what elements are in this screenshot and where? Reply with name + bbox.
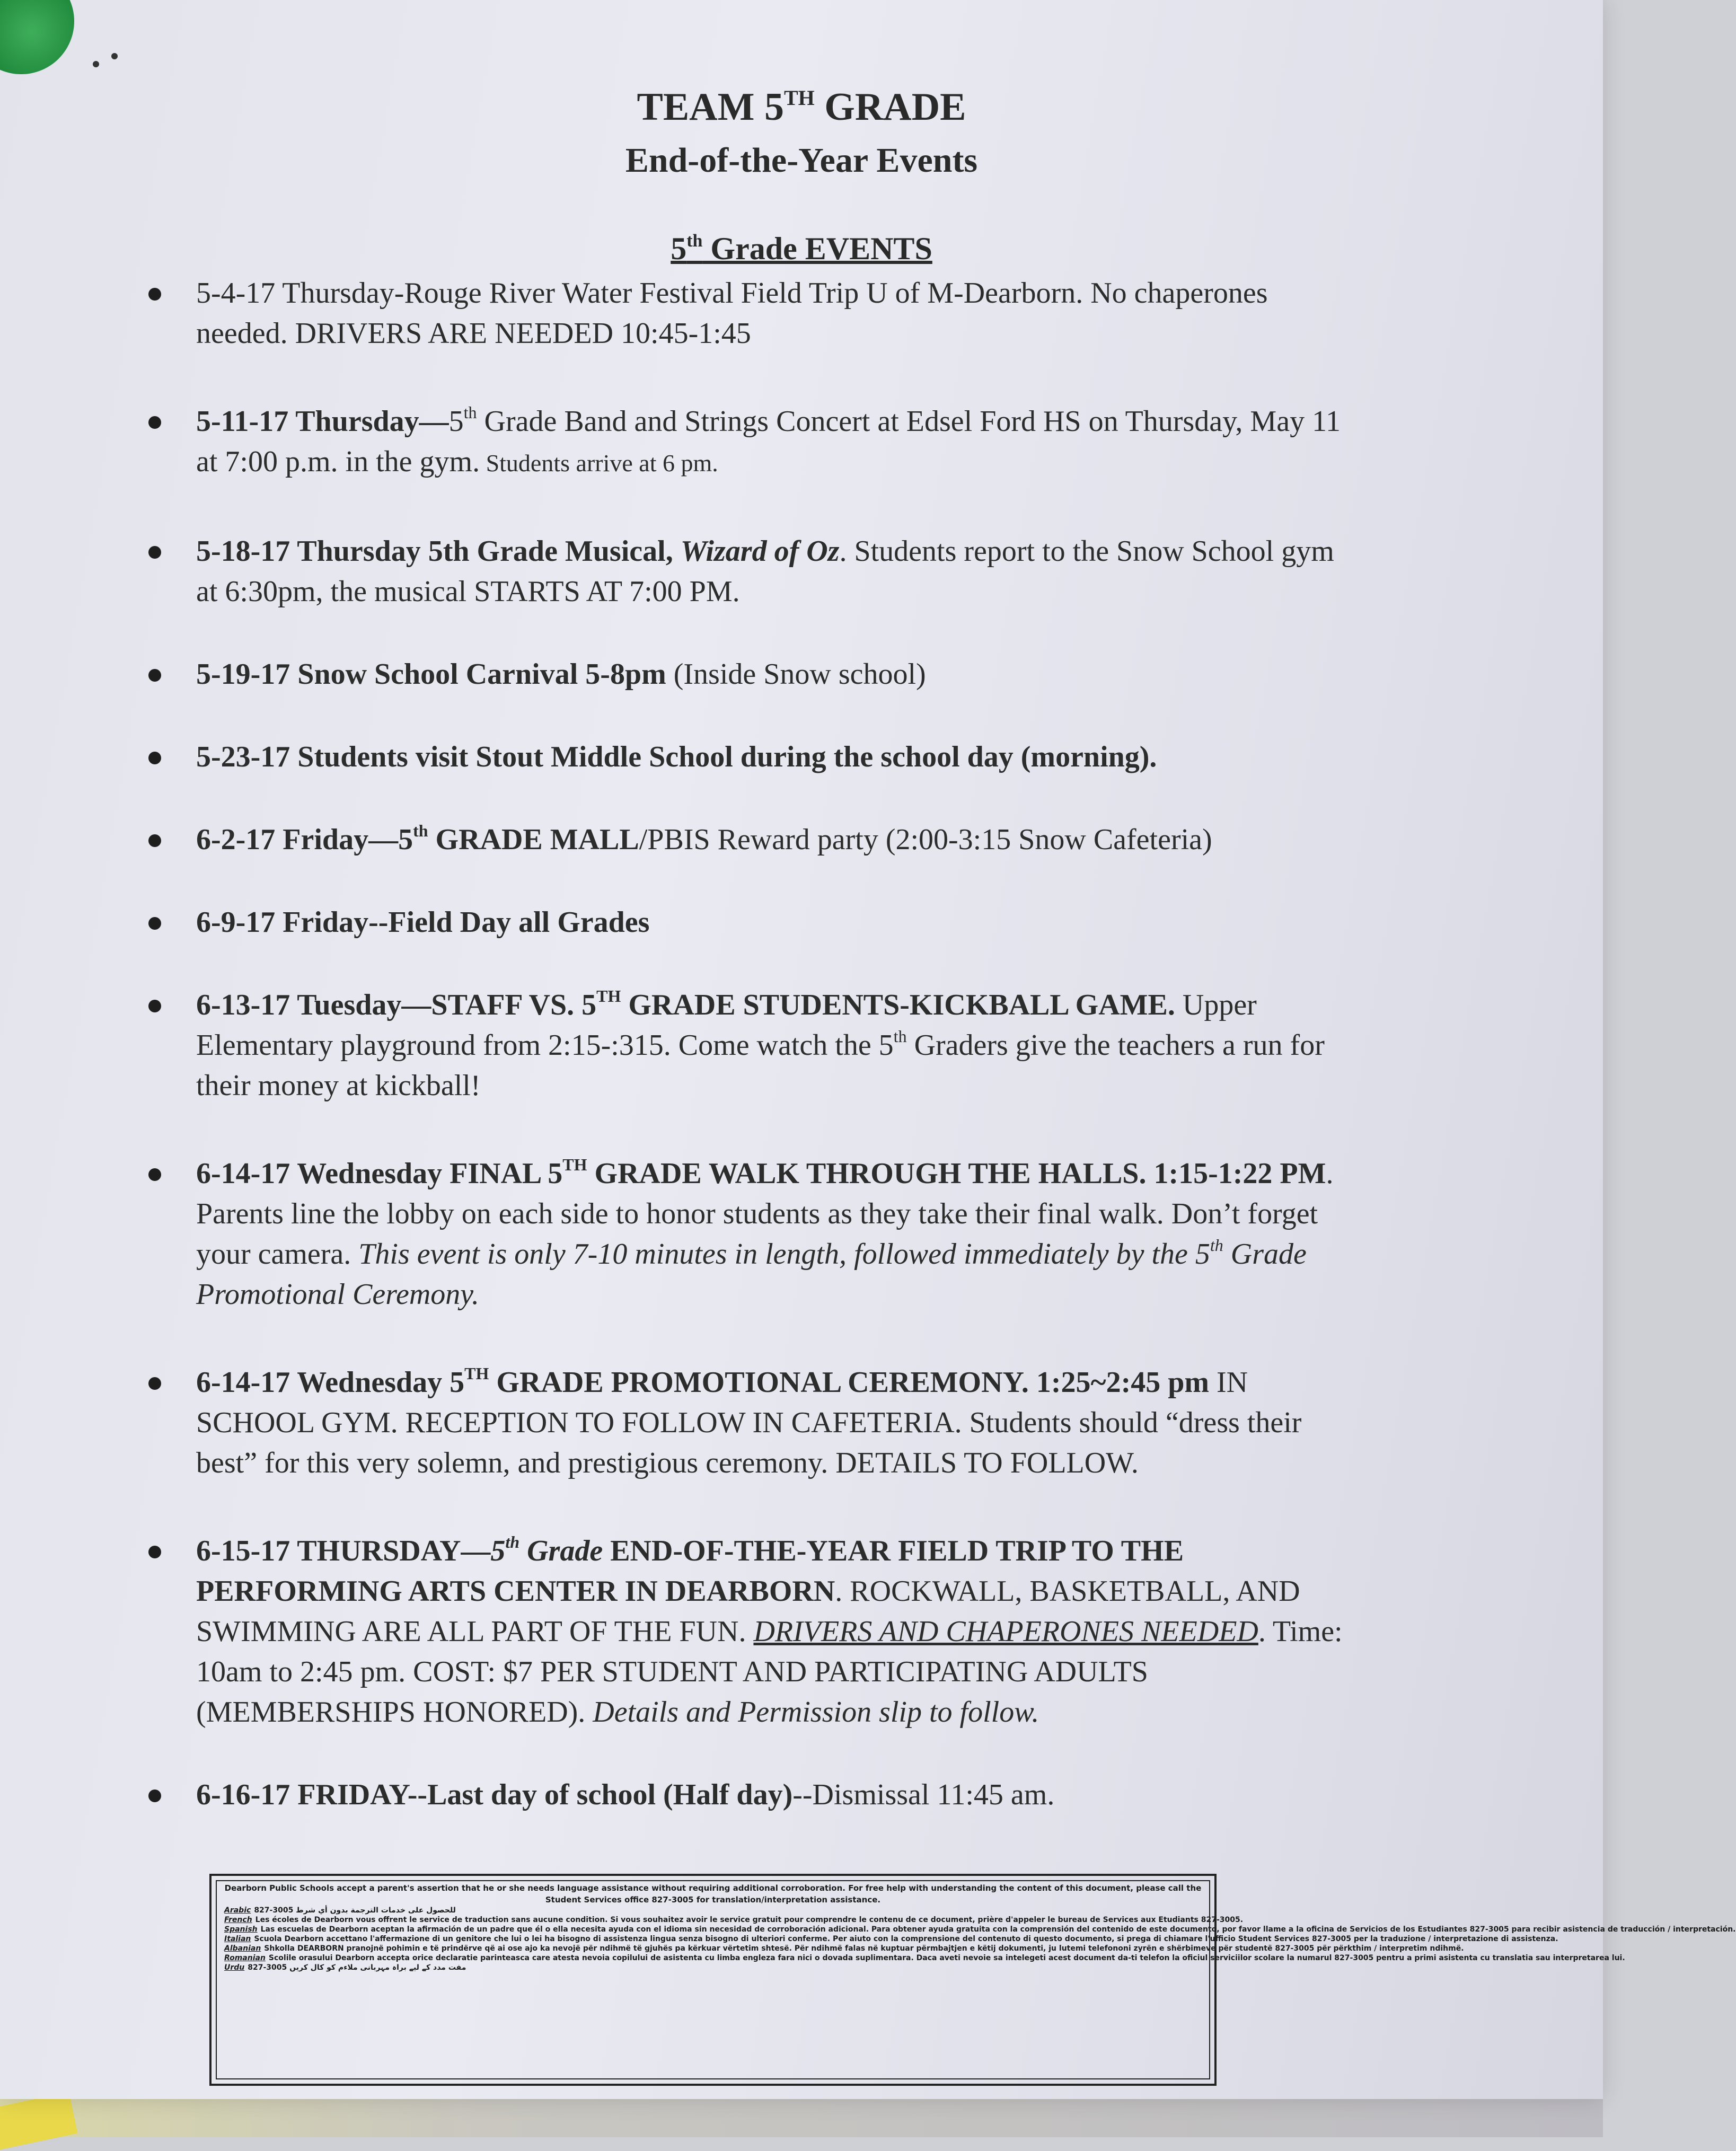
list-item: 5-19-17 Snow School Carnival 5-8pm (Inside Snow school): [143, 654, 1362, 694]
bullet-icon: [148, 288, 161, 301]
list-item: 5-18-17 Thursday 5th Grade Musical, Wizard of Oz. Students report to the Snow School gym at 6:30pm, the musical STARTS AT 7:00 PM.: [143, 531, 1362, 612]
bullet-icon: [148, 669, 161, 682]
bullet-icon: [148, 917, 161, 930]
events-list: [143, 273, 1362, 1815]
section-title: 5th Grade EVENTS: [671, 231, 932, 266]
bullet-icon: [148, 1000, 161, 1012]
notice-language-line: Arabic 827-3005 للحصول على خدمات الترجمة بدون أي شرط: [224, 1906, 456, 1915]
notice-language-line: French Les écoles de Dearborn vous offrent le service de traduction sans aucune condition. Si vous souhaitez avoir le service gratuit pour comprendre le contenu de ce document, prière d'appeler le bureau de Services aux Etudiants 827-3005.: [224, 1916, 1244, 1924]
notice-language-line: Albanian Shkolla DEARBORN pranojnë pohimin e të prindërve që ai ose ajo ka nevojë për ndihmë të gjuhës pa kërkuar vërtetim shtesë. Për ndihmë falas në kuptuar përmbajtjen e këtij dokumenti, ju lutemi telefononi zyrën e shërbimeve për studentë 827-3005 për përkthim / interpretim ndihmë.: [224, 1944, 1464, 1953]
pin-hole-icon: [93, 61, 99, 67]
bullet-icon: [148, 1546, 161, 1558]
notice-language-line: Romanian Scolile orasului Dearborn accepta orice declaratie parinteasca care atesta nevoia copilului de asistenta cu limba engleza fara nici o dovada suplimentara. Daca aveti nevoie sa intelegeti acest document da-ti telefon la oficiul serviciilor scolare la numarul 827-3005 pentru a primi asistenta cu translatia sau interpretarea lui.: [224, 1954, 1625, 1962]
list-item: 6-16-17 FRIDAY--Last day of school (Half day)--Dismissal 11:45 am.: [143, 1775, 1362, 1815]
list-item: 6-9-17 Friday--Field Day all Grades: [143, 902, 1362, 942]
list-item: 6-13-17 Tuesday—STAFF VS. 5TH GRADE STUDENTS-KICKBALL GAME. Upper Elementary playground from 2:15-:315. Come watch the 5th Graders give the teachers a run for their money at kickball!: [143, 985, 1362, 1106]
language-assistance-notice: [209, 1874, 1736, 2086]
notice-language-line: Urdu 827-3005 مفت مدد کے لیے براہ مہربانی ملاءم کو کال کریں: [224, 1963, 466, 1972]
notice-intro: Dearborn Public Schools accept a parent's assertion that he or she needs language assistance without requiring additional corroboration. For free help with understanding the content of this document, please call the Student Services office 827-3005 for translation/interpretation assistance.: [224, 1883, 1202, 1905]
notice-language-line: Italian Scuola Dearborn accettano l'affermazione di un genitore che lui o lei ha bisogno di assistenza lingua senza bisogno di ulteriori conferme. Per aiuto con la comprensione del contenuto di questo documento, si prega di chiamare l'ufficio Student Services 827-3005 per la traduzione / interpretazione di assistenza.: [224, 1935, 1558, 1943]
notice-language-line: Spanish Las escuelas de Dearborn aceptan la afirmación de un padre que él o ella necesita ayuda con el idioma sin necesidad de corroboración adicional. Para obtener ayuda gratuita con la comprensión del contenido de este documento, por favor llame a la oficina de Servicios de los Estudiantes 827-3005 para recibir asistencia de traducción / interpretación.: [224, 1925, 1736, 1934]
bullet-icon: [148, 834, 161, 847]
list-item: 6-14-17 Wednesday FINAL 5TH GRADE WALK THROUGH THE HALLS. 1:15-1:22 PM. Parents line the lobby on each side to honor students as they take their final walk. Don’t forget your camera. This event is only 7-10 minutes in length, followed immediately by the 5th Grade Promotional Ceremony.: [143, 1153, 1362, 1315]
bullet-icon: [148, 1168, 161, 1181]
list-item: 5-23-17 Students visit Stout Middle School during the school day (morning).: [143, 737, 1362, 777]
bullet-icon: [148, 546, 161, 559]
green-pushpin-icon: [0, 0, 74, 74]
bullet-icon: [148, 1377, 161, 1390]
page-title: TEAM 5TH GRADE: [637, 85, 966, 129]
list-item: 6-15-17 THURSDAY—5th Grade END-OF-THE-YEAR FIELD TRIP TO THE PERFORMING ARTS CENTER IN DEARBORN. ROCKWALL, BASKETBALL, AND SWIMMING ARE ALL PART OF THE FUN. DRIVERS AND CHAPERONES NEEDED. Time: 10am to 2:45 pm. COST: $7 PER STUDENT AND PARTICIPATING ADULTS (MEMBERSHIPS HONORED). Details and Permission slip to follow.: [143, 1531, 1362, 1732]
list-item: 5-4-17 Thursday-Rouge River Water Festival Field Trip U of M-Dearborn. No chaperones needed. DRIVERS ARE NEEDED 10:45-1:45: [143, 273, 1362, 354]
list-item: 6-14-17 Wednesday 5TH GRADE PROMOTIONAL CEREMONY. 1:25~2:45 pm IN SCHOOL GYM. RECEPTION TO FOLLOW IN CAFETERIA. Students should “dress their best” for this very solemn, and prestigious ceremony. DETAILS TO FOLLOW.: [143, 1362, 1362, 1483]
bullet-icon: [148, 416, 161, 429]
bullet-icon: [148, 752, 161, 764]
pin-hole-icon: [111, 53, 118, 59]
bullet-icon: [148, 1789, 161, 1802]
page-subtitle: End-of-the-Year Events: [625, 141, 978, 180]
list-item: 5-11-17 Thursday—5th Grade Band and Strings Concert at Edsel Ford HS on Thursday, May 11 at 7:00 p.m. in the gym. Students arrive at 6 pm.: [143, 401, 1362, 483]
list-item: 6-2-17 Friday—5th GRADE MALL/PBIS Reward party (2:00-3:15 Snow Cafeteria): [143, 819, 1362, 860]
